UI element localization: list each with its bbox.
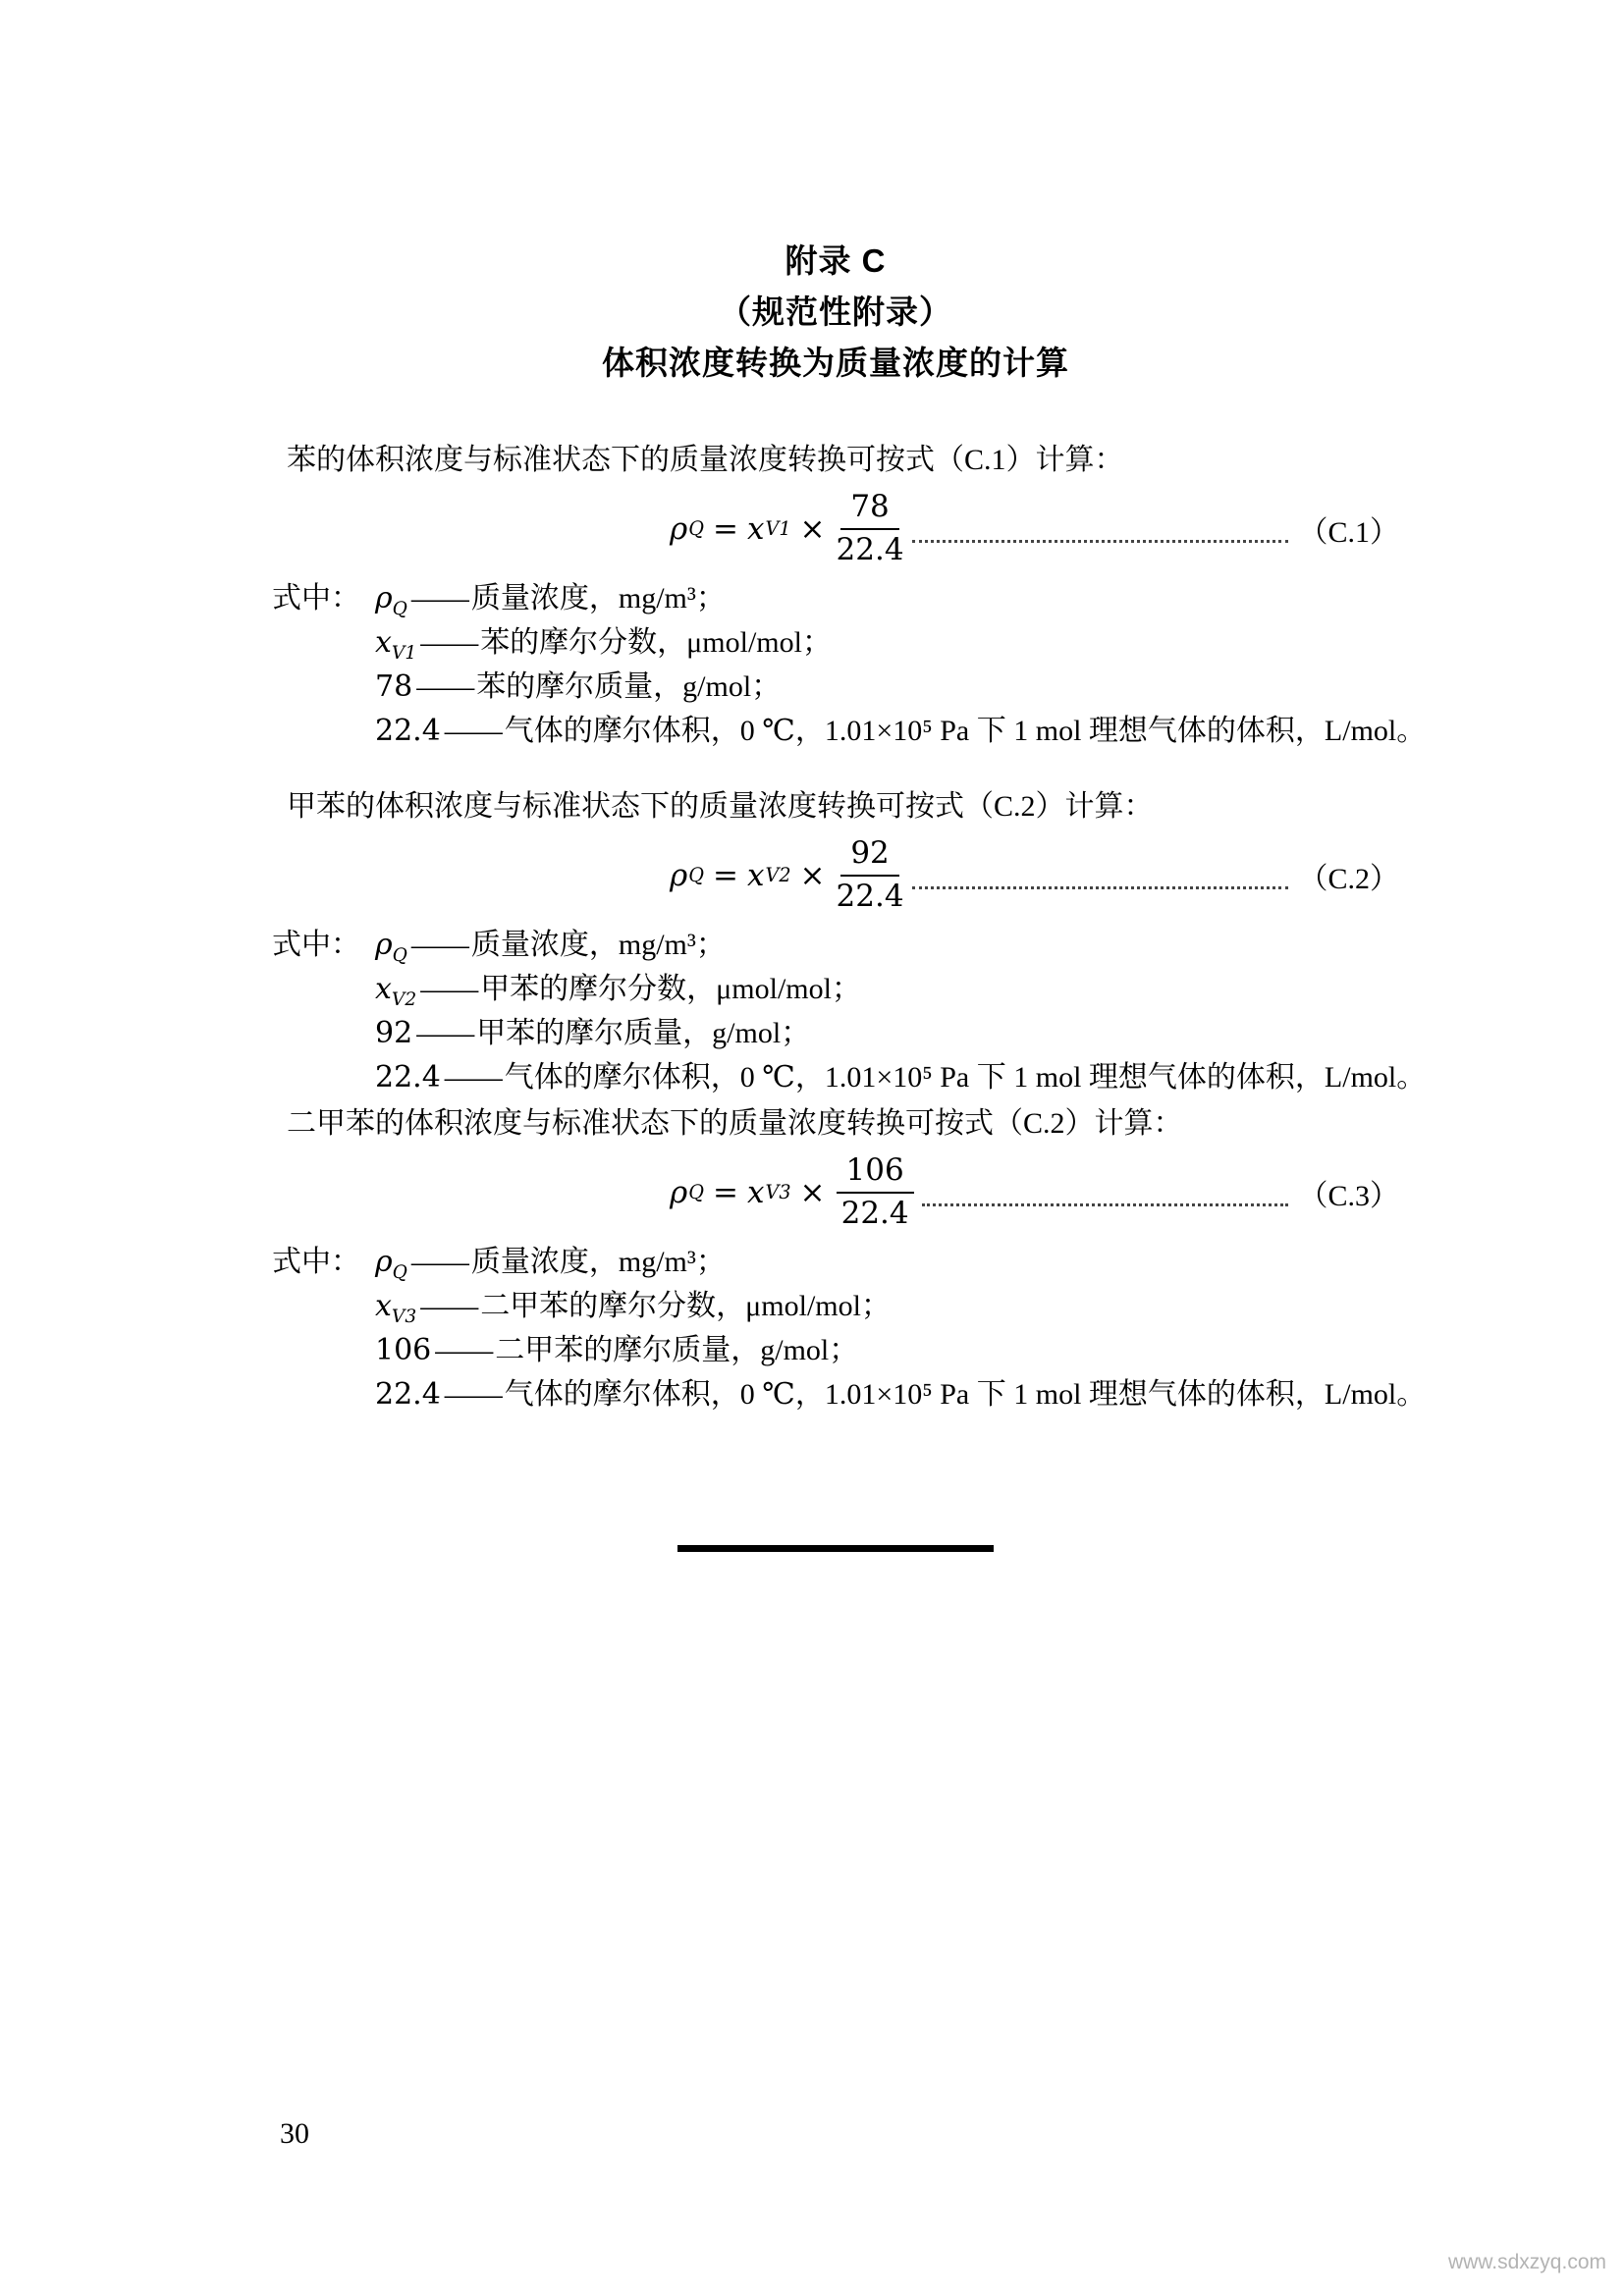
dash: —— — [416, 1017, 474, 1049]
dash: —— — [410, 929, 468, 961]
definition-text: 苯的摩尔质量，g/mol； — [476, 670, 782, 703]
formula-row — [272, 482, 1399, 576]
formula-lhs: ρ — [670, 858, 688, 893]
dash: —— — [410, 582, 468, 614]
symbol: $\rho_Q$ — [375, 581, 407, 619]
symbol: 22.4 — [375, 714, 441, 748]
section-intro: 甲苯的体积浓度与标准状态下的质量浓度转换可按式（C.2）计算： — [287, 790, 1154, 823]
definition-text: 质量浓度，mg/m³； — [470, 582, 726, 614]
appendix-title: 附录 C — [785, 242, 887, 279]
definition-text: 甲苯的摩尔分数，μmol/mol； — [480, 973, 861, 1005]
formula-var: x — [746, 511, 765, 547]
equals-sign: = — [712, 511, 738, 547]
dash: —— — [444, 1061, 502, 1094]
fraction-denominator: 22.4 — [836, 879, 904, 914]
fraction-numerator: 106 — [837, 1153, 914, 1194]
formula-tag: （C.3） — [1298, 1180, 1399, 1212]
fraction-numerator: 78 — [840, 490, 898, 530]
formula-tag: （C.2） — [1298, 863, 1399, 895]
definition-row — [272, 1011, 1399, 1055]
fraction — [837, 490, 904, 567]
definition-row — [272, 576, 1399, 620]
definition-text: 气体的摩尔体积，0 ℃，1.01×10⁵ Pa 下 1 mol 理想气体的体积，L/mol。 — [504, 1061, 1427, 1094]
section-intro: 二甲苯的体积浓度与标准状态下的质量浓度转换可按式（C.2）计算： — [287, 1107, 1183, 1140]
definition-text: 甲苯的摩尔质量，g/mol； — [476, 1017, 811, 1049]
dot-leader — [922, 1180, 1289, 1206]
definition-text: 气体的摩尔体积，0 ℃，1.01×10⁵ Pa 下 1 mol 理想气体的体积，L/mol。 — [504, 715, 1427, 747]
equals-sign: = — [712, 858, 738, 893]
symbol: $x_{V3}$ — [375, 1289, 417, 1327]
definition-row — [272, 1284, 1399, 1328]
symbol: 106 — [375, 1333, 432, 1367]
formula-var: x — [746, 1175, 765, 1210]
fraction — [837, 836, 904, 914]
definition-row — [272, 1055, 1427, 1099]
formula: ρ Q = x V1 × $\frac{78}{22.4}$ — [670, 489, 904, 567]
symbol: 92 — [375, 1016, 413, 1050]
definition-row — [272, 1328, 1399, 1372]
dash: —— — [420, 973, 478, 1005]
dot-leader — [912, 516, 1289, 543]
symbol: $\rho_Q$ — [375, 1245, 407, 1283]
definition-row — [272, 709, 1427, 753]
dash: —— — [435, 1334, 493, 1366]
definition-row — [272, 923, 1399, 967]
formula-row — [272, 1146, 1399, 1240]
definition-text: 气体的摩尔体积，0 ℃，1.01×10⁵ Pa 下 1 mol 理想气体的体积，L/mol。 — [504, 1378, 1427, 1411]
page-number: 30 — [280, 2117, 309, 2150]
definition-text: 质量浓度，mg/m³； — [470, 1246, 726, 1278]
definition-text: 二甲苯的摩尔质量，g/mol； — [495, 1334, 859, 1366]
symbol: $x_{V2}$ — [375, 972, 417, 1010]
watermark: www.sdxzyq.com — [1447, 2251, 1606, 2273]
where-label: 式中： — [272, 1246, 360, 1278]
section-xylene — [272, 1101, 1427, 1416]
fraction-denominator: 22.4 — [840, 1196, 909, 1231]
symbol: $x_{V1}$ — [375, 625, 417, 664]
section-toluene — [272, 784, 1427, 1099]
where-label: 式中： — [272, 929, 360, 961]
times-sign: × — [799, 1175, 826, 1210]
definition-text: 二甲苯的摩尔分数，μmol/mol； — [480, 1290, 891, 1322]
symbol: 78 — [375, 669, 413, 704]
page-content — [272, 236, 1427, 1552]
definition-row — [272, 1372, 1427, 1416]
formula-row — [272, 828, 1399, 923]
fraction-denominator: 22.4 — [836, 532, 904, 567]
formula-lhs: ρ — [670, 511, 688, 547]
times-sign: × — [799, 858, 826, 893]
formula: ρ Q = x V3 × $\frac{106}{22.4}$ — [670, 1153, 914, 1231]
fraction-numerator: 92 — [840, 836, 898, 877]
definition-row — [272, 1240, 1399, 1284]
dash: —— — [444, 1378, 502, 1411]
symbol: $\rho_Q$ — [375, 928, 407, 966]
times-sign: × — [799, 511, 826, 547]
appendix-subtitle: （规范性附录） — [719, 294, 952, 330]
symbol: 22.4 — [375, 1377, 441, 1412]
dash: —— — [416, 670, 474, 703]
dash: —— — [420, 626, 478, 659]
definition-text: 质量浓度，mg/m³； — [470, 929, 726, 961]
definition-row — [272, 620, 1399, 665]
formula-lhs: ρ — [670, 1175, 688, 1210]
dash: —— — [444, 715, 502, 747]
symbol: 22.4 — [375, 1060, 441, 1095]
section-intro: 苯的体积浓度与标准状态下的质量浓度转换可按式（C.1）计算： — [287, 444, 1124, 476]
dash: —— — [410, 1246, 468, 1278]
formula-var: x — [746, 858, 765, 893]
section-benzene — [272, 438, 1427, 753]
formula-tag: （C.1） — [1298, 516, 1399, 549]
formula: ρ Q = x V2 × $\frac{92}{22.4}$ — [670, 835, 904, 914]
appendix-heading: 体积浓度转换为质量浓度的计算 — [602, 345, 1069, 381]
definition-row — [272, 967, 1399, 1011]
end-divider — [677, 1545, 994, 1552]
dot-leader — [912, 863, 1289, 889]
dash: —— — [420, 1290, 478, 1322]
fraction — [837, 1153, 914, 1231]
where-label: 式中： — [272, 582, 360, 614]
equals-sign: = — [712, 1175, 738, 1210]
definition-text: 苯的摩尔分数，μmol/mol； — [480, 626, 832, 659]
definition-row — [272, 665, 1399, 709]
